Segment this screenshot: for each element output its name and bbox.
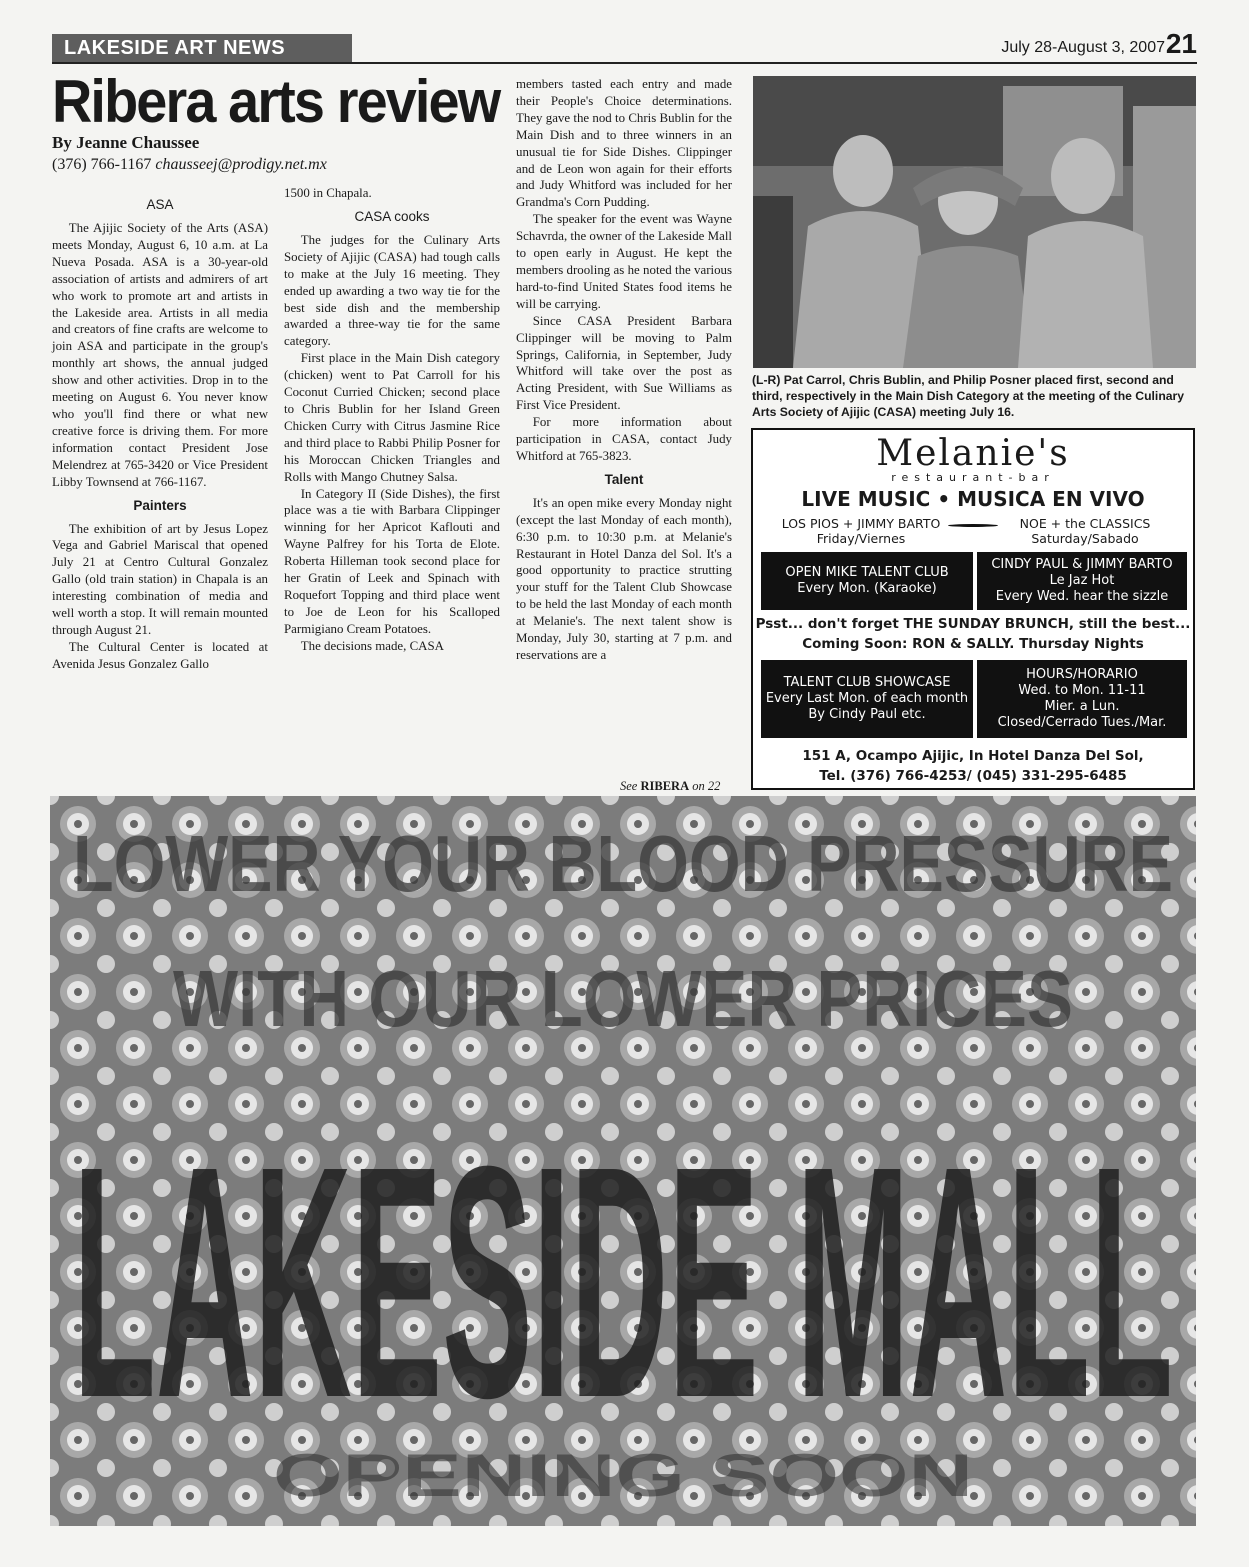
subhead-asa: ASA (146, 197, 174, 212)
photo-casa-winners (753, 76, 1196, 368)
page-number: 21 (1165, 28, 1197, 59)
author-contact (52, 154, 327, 176)
talent-paragraph: It's an open mike every Monday night (except the last Monday of each month), 6:30 p.m. to 10:30 p.m. at Melanie's Restaurant in Hotel Danza del Sol. It's a good opportunity to practice strutting your stuff for the Talent Club Showcase to be held the last Monday of each month at Melanie's. The next talent show is Monday, July 30, starting at 7 p.m. and reservations are a (516, 495, 732, 662)
ad-box-open-mike (761, 552, 973, 610)
lakeside-mall-ad-art (50, 796, 1196, 1526)
jump-prefix: See (620, 779, 638, 793)
ad-psst-line-1: Psst... don't forget THE SUNDAY BRUNCH, still the best... (755, 616, 1191, 632)
ad-box-line: Le Jaz Hot (1049, 573, 1115, 588)
author-phone: (376) 766-1167 (52, 156, 152, 173)
photo-caption: (L-R) Pat Carrol, Chris Bublin, and Philip Posner placed first, second and third, respectively in the Main Dish Category at the meeting of the Culinary Arts Society of Ajijic (CASA) meeting July 16. (752, 373, 1185, 419)
big-ad-line-2: WITH OUR LOWER PRICES (173, 954, 1073, 1043)
ad-box-line: Wed. to Mon. 11-11 (1018, 683, 1146, 698)
ad-act-saturday (985, 516, 1185, 546)
ad-box-hours (977, 660, 1187, 738)
ad-box-line: Every Mon. (Karaoke) (797, 581, 937, 596)
author-email: chausseej@prodigy.net.mx (155, 156, 327, 173)
jump-suffix: on 22 (692, 779, 721, 793)
photo-image (753, 76, 1196, 368)
subhead-casa: CASA cooks (354, 208, 430, 224)
subhead-painters: Painters (133, 497, 187, 513)
ad-act-friday (761, 516, 961, 546)
painters-paragraph-2-cont: 1500 in Chapala. (284, 186, 372, 200)
ad-live-music: LIVE MUSIC • MUSICA EN VIVO (801, 487, 1145, 511)
ad-psst (753, 614, 1193, 654)
issue-date: July 28-August 3, 2007 (1001, 39, 1165, 56)
ad-box-line: By Cindy Paul etc. (808, 707, 926, 722)
ad-box-line: HOURS/HORARIO (1026, 667, 1138, 682)
ad-address-line: 151 A, Ocampo Ajijic, In Hotel Danza Del Sol, (802, 748, 1144, 764)
casa-paragraph-3: In Category II (Side Dishes), the first place was a tie with Barbara Clippinger winning for her Apricot Kaflouti and Wayne Palfrey for his Torta de Elote. Roberta Hilleman took second place for her Gratin of Leek and Spinach with Roquefort Topping and third place went to Joe de Leon for his Scalloped Parmigiano Cream Potatoes. (284, 486, 500, 636)
big-ad-line-4: OPENING SOON (273, 1442, 973, 1509)
ad-box-jaz-hot (977, 552, 1187, 610)
ad-box-line: OPEN MIKE TALENT CLUB (785, 565, 949, 580)
lakeside-mall-ad (50, 796, 1196, 1526)
ad-tagline: restaurant-bar (891, 471, 1055, 484)
jump-target: RIBERA (640, 779, 690, 793)
ad-box-line: TALENT CLUB SHOWCASE (783, 675, 951, 690)
ad-act-friday-name: LOS PIOS + JIMMY BARTO (781, 516, 941, 531)
big-ad-line-1: LOWER YOUR BLOOD PRESSURE (73, 819, 1173, 908)
ad-tel-line: Tel. (376) 766-4253/ (045) 331-295-6485 (819, 768, 1127, 784)
painters-paragraph-2: The Cultural Center is located at Avenida Jesus Gonzalez Gallo (52, 639, 268, 671)
article-column-1 (52, 190, 268, 673)
asa-paragraph: The Ajijic Society of the Arts (ASA) meets Monday, August 6, 10 a.m. at La Nueva Posada. ASA is a 30-year-old association of artists and admirers of art who work to promote art and artists in the Lakeside area. Artists in all media and creators of fine crafts are welcome to join ASA and participate in the group's monthly art shows, the annual judged show and other activities. Drop in to the meeting on August 6. You never know who you'll find there or what new creative force is driving them. For more information contact President Jose Melendrez at 765-3420 or Vice President Libby Townsend at 766-1167. (52, 221, 268, 489)
casa-paragraph-6: Since CASA President Barbara Clippinger will be moving to Palm Springs, California, in September, Judy Whitford will take over the post as Acting President, with Sue Williams as First Vice President. (516, 313, 732, 413)
casa-paragraph-2: First place in the Main Dish category (chicken) went to Pat Carroll for his Coconut Curried Chicken; second place to Chris Bublin for her Island Green Chicken Curry with Citrus Jasmine Rice and third place to Rabbi Philip Posner for his Moroccan Chicken Triangles and Rolls with Mango Chutney Salsa. (284, 351, 500, 484)
ad-box-line: Every Last Mon. of each month (765, 691, 969, 706)
casa-paragraph-5: The speaker for the event was Wayne Schavrda, the owner of the Lakeside Mall to open early in August. He kept the members drooling as he noted the various hard-to-find United States food items he will be carrying. (516, 212, 732, 311)
article-column-3 (516, 76, 732, 664)
casa-paragraph-4-cont: members tasted each entry and made their People's Choice determinations. They gave the nod to Chris Bublin for the Main Dish and to three winners in an unusual tie for Side Dishes. Clippinger and de Leon won again for their efforts and Judy Whitford was included for her Grandma's Corn Pudding. (516, 77, 732, 210)
ad-box-showcase (761, 660, 973, 738)
casa-paragraph-4: The decisions made, CASA (300, 638, 444, 653)
ad-box-line: Mier. a Lun. (1044, 699, 1120, 714)
ad-logo: Melanie's (876, 433, 1070, 474)
subhead-talent: Talent (604, 471, 644, 487)
ad-box-line: Closed/Cerrado Tues./Mar. (997, 715, 1167, 730)
ad-act-saturday-name: NOE + the CLASSICS (1019, 516, 1151, 531)
casa-paragraph-7: For more information about participation in CASA, contact Judy Whitford at 765-3823. (516, 415, 732, 463)
ad-box-line: Every Wed. hear the sizzle (995, 589, 1169, 604)
headline: Ribera arts review (52, 68, 500, 135)
byline: By Jeanne Chaussee (52, 133, 200, 152)
section-tag: LAKESIDE ART NEWS (52, 34, 352, 62)
ad-address (753, 746, 1193, 786)
painters-paragraph-1: The exhibition of art by Jesus Lopez Vega and Gabriel Mariscal that opened July 21 at Centro Cultural Gonzalez Gallo (old train station) in Chapala is an interesting combination of media and well worth a stop. It will remain mounted through August 21. (52, 521, 268, 637)
casa-paragraph-1: The judges for the Culinary Arts Society of Ajijic (CASA) had tough calls to make at the July 16 meeting. They ended up awarding a two way tie for the best side dish and the membership awarded a three-way tie for the same category. (284, 232, 500, 349)
ad-act-friday-day: Friday/Viernes (816, 531, 906, 546)
melanies-ad (751, 428, 1195, 790)
header-rule (52, 62, 1197, 64)
ad-psst-line-2: Coming Soon: RON & SALLY. Thursday Nights (802, 636, 1144, 652)
jump-line (620, 779, 720, 794)
ad-act-saturday-day: Saturday/Sabado (1031, 531, 1139, 546)
ad-box-line: CINDY PAUL & JIMMY BARTO (991, 557, 1173, 572)
article-column-2 (284, 185, 500, 655)
big-ad-line-3: LAKESIDE MALL (73, 1097, 1173, 1466)
